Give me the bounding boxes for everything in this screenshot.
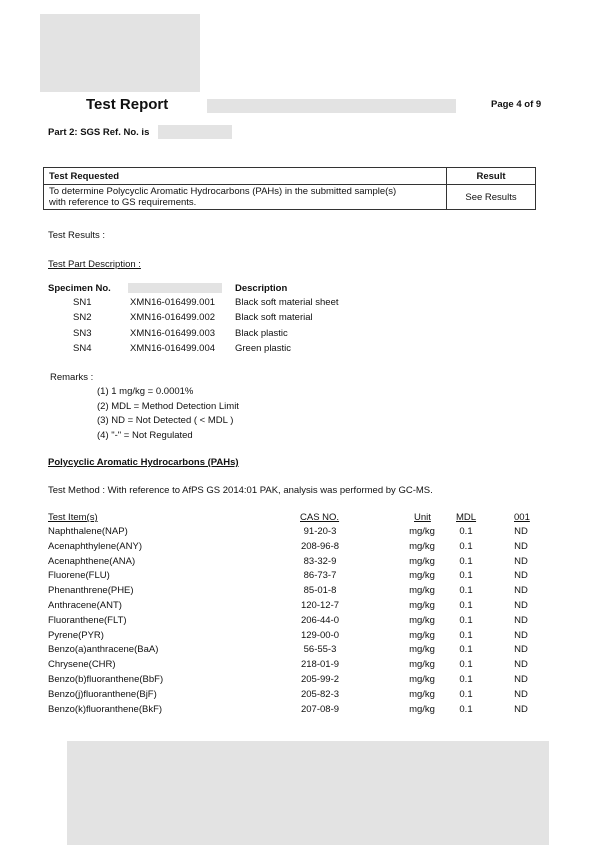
cas-number: 86-73-7 [303, 570, 337, 582]
redacted-footer [67, 741, 549, 845]
mdl: 0.1 [459, 585, 473, 597]
mdl: 0.1 [459, 688, 473, 700]
result-001: ND [514, 629, 528, 641]
test-item: Pyrene(PYR) [48, 629, 104, 641]
cas-number: 85-01-8 [303, 585, 337, 597]
unit: mg/kg [409, 585, 435, 597]
page-number: Page 4 of 9 [491, 99, 542, 110]
test-part-label: Test Part Description : [48, 259, 141, 270]
cas-number: 218-01-9 [300, 659, 340, 671]
table-row [0, 526, 600, 541]
mdl: 0.1 [459, 555, 473, 567]
test-requested-line1: To determine Polycyclic Aromatic Hydrocarbons (PAHs) in the submitted sample(s) [49, 186, 397, 197]
cas-number: 206-44-0 [300, 614, 340, 626]
redacted-report-number [207, 99, 456, 113]
specimen-description: Black soft material sheet [235, 297, 339, 308]
table-row [0, 541, 600, 556]
table-row [0, 704, 600, 719]
specimen-no: SN1 [73, 297, 92, 308]
cas-number: 129-00-0 [300, 629, 340, 641]
remark-item: (3) ND = Not Detected ( < MDL ) [97, 415, 234, 426]
unit: mg/kg [409, 703, 435, 715]
table-row [0, 556, 600, 571]
specimen-row [0, 297, 600, 312]
mdl: 0.1 [459, 659, 473, 671]
test-item: Chrysene(CHR) [48, 659, 116, 671]
table-row [0, 644, 600, 659]
test-item: Anthracene(ANT) [48, 600, 122, 611]
unit: mg/kg [409, 674, 435, 685]
test-item: Benzo(k)fluoranthene(BkF) [48, 703, 163, 715]
test-results-label: Test Results : [48, 230, 106, 241]
result-001: ND [514, 659, 528, 671]
mdl: 0.1 [459, 614, 473, 626]
unit: mg/kg [409, 526, 435, 537]
mdl: 0.1 [459, 526, 473, 537]
result-001: ND [514, 703, 528, 715]
result-header: Result [447, 168, 536, 185]
test-method: Test Method : With reference to AfPS GS 2014:01 PAK, analysis was performed by GC-MS. [48, 485, 433, 496]
specimen-no: SN4 [73, 342, 92, 354]
result-001: ND [514, 674, 528, 685]
unit: mg/kg [409, 555, 435, 567]
result-001: ND [514, 585, 528, 597]
cas-number: 205-82-3 [300, 688, 340, 700]
remarks-list [97, 385, 239, 443]
specimen-row [0, 328, 600, 343]
test-item: Benzo(j)fluoranthene(BjF) [48, 688, 157, 700]
cas-number: 83-32-9 [303, 555, 337, 567]
result-001: ND [514, 540, 528, 552]
remark-item: (2) MDL = Method Detection Limit [97, 400, 239, 412]
result-001: ND [514, 570, 528, 582]
mdl: 0.1 [459, 674, 473, 685]
cas-number: 208-96-8 [300, 540, 340, 552]
mdl: 0.1 [459, 600, 473, 611]
unit: mg/kg [409, 540, 435, 552]
test-item: Acenaphthene(ANA) [48, 555, 136, 567]
redacted-ref-number [158, 125, 232, 139]
mdl: 0.1 [459, 570, 473, 582]
test-item: Benzo(b)fluoranthene(BbF) [48, 674, 164, 685]
result-001: ND [514, 526, 528, 537]
cas-number: 120-12-7 [300, 600, 340, 611]
unit: mg/kg [409, 614, 435, 626]
part2-label: Part 2: SGS Ref. No. is [48, 127, 150, 138]
test-item: Benzo(a)anthracene(BaA) [48, 644, 159, 656]
test-item-header: Test Item(s) [48, 512, 98, 523]
test-requested-text [44, 185, 447, 210]
specimen-description: Black plastic [235, 327, 288, 339]
table-row [0, 615, 600, 630]
test-item: Naphthalene(NAP) [48, 526, 128, 537]
cas-number: 91-20-3 [303, 526, 337, 537]
section-title: Polycyclic Aromatic Hydrocarbons (PAHs) [48, 457, 239, 468]
sample-id: XMN16-016499.001 [130, 297, 216, 308]
specimen-description: Green plastic [235, 342, 291, 354]
remarks-label: Remarks : [50, 372, 94, 383]
remark-item: (4) "-" = Not Regulated [97, 429, 193, 441]
mdl: 0.1 [459, 644, 473, 656]
mdl: 0.1 [459, 629, 473, 641]
test-item: Fluorene(FLU) [48, 570, 110, 582]
table-row [0, 600, 600, 615]
table-row [0, 570, 600, 585]
test-item: Acenaphthylene(ANY) [48, 540, 142, 552]
table-row [0, 585, 600, 600]
mdl: 0.1 [459, 703, 473, 715]
result-001: ND [514, 644, 528, 656]
description-header: Description [235, 283, 288, 294]
sample-001-header: 001 [514, 512, 530, 523]
specimen-no-header: Specimen No. [48, 283, 111, 294]
result-001: ND [514, 600, 528, 611]
unit: mg/kg [409, 570, 435, 582]
sample-id: XMN16-016499.003 [130, 327, 216, 339]
test-requested-table [43, 167, 536, 210]
table-row [0, 659, 600, 674]
cas-number: 205-99-2 [300, 674, 340, 685]
result-value: See Results [447, 185, 536, 210]
redacted-logo [40, 14, 200, 92]
unit: mg/kg [409, 659, 435, 671]
mdl: 0.1 [459, 540, 473, 552]
specimen-no: SN3 [73, 327, 92, 339]
unit: mg/kg [409, 600, 435, 611]
unit: mg/kg [409, 688, 435, 700]
test-item: Fluoranthene(FLT) [48, 614, 127, 626]
specimen-row [0, 343, 600, 358]
results-header-row [0, 512, 600, 527]
redacted-sample-col-header [128, 283, 222, 293]
table-row [0, 630, 600, 645]
cas-number: 207-08-9 [300, 703, 340, 715]
test-requested-line2: with reference to GS requirements. [49, 197, 197, 208]
page-title: Test Report [86, 96, 169, 113]
table-row [0, 674, 600, 689]
sample-id: XMN16-016499.002 [130, 312, 216, 324]
cas-header: CAS NO. [300, 512, 340, 523]
remark-item: (1) 1 mg/kg = 0.0001% [97, 386, 194, 397]
test-item: Phenanthrene(PHE) [48, 585, 134, 597]
result-001: ND [514, 555, 528, 567]
result-001: ND [514, 614, 528, 626]
sample-id: XMN16-016499.004 [130, 342, 216, 354]
specimen-no: SN2 [73, 312, 92, 324]
cas-number: 56-55-3 [303, 644, 337, 656]
unit: mg/kg [409, 629, 435, 641]
mdl-header: MDL [456, 512, 477, 523]
result-001: ND [514, 688, 528, 700]
table-row [0, 689, 600, 704]
specimen-description: Black soft material [235, 312, 313, 324]
specimen-row [0, 312, 600, 327]
unit: mg/kg [409, 644, 435, 656]
test-requested-header: Test Requested [44, 168, 447, 185]
unit-header: Unit [414, 512, 431, 523]
